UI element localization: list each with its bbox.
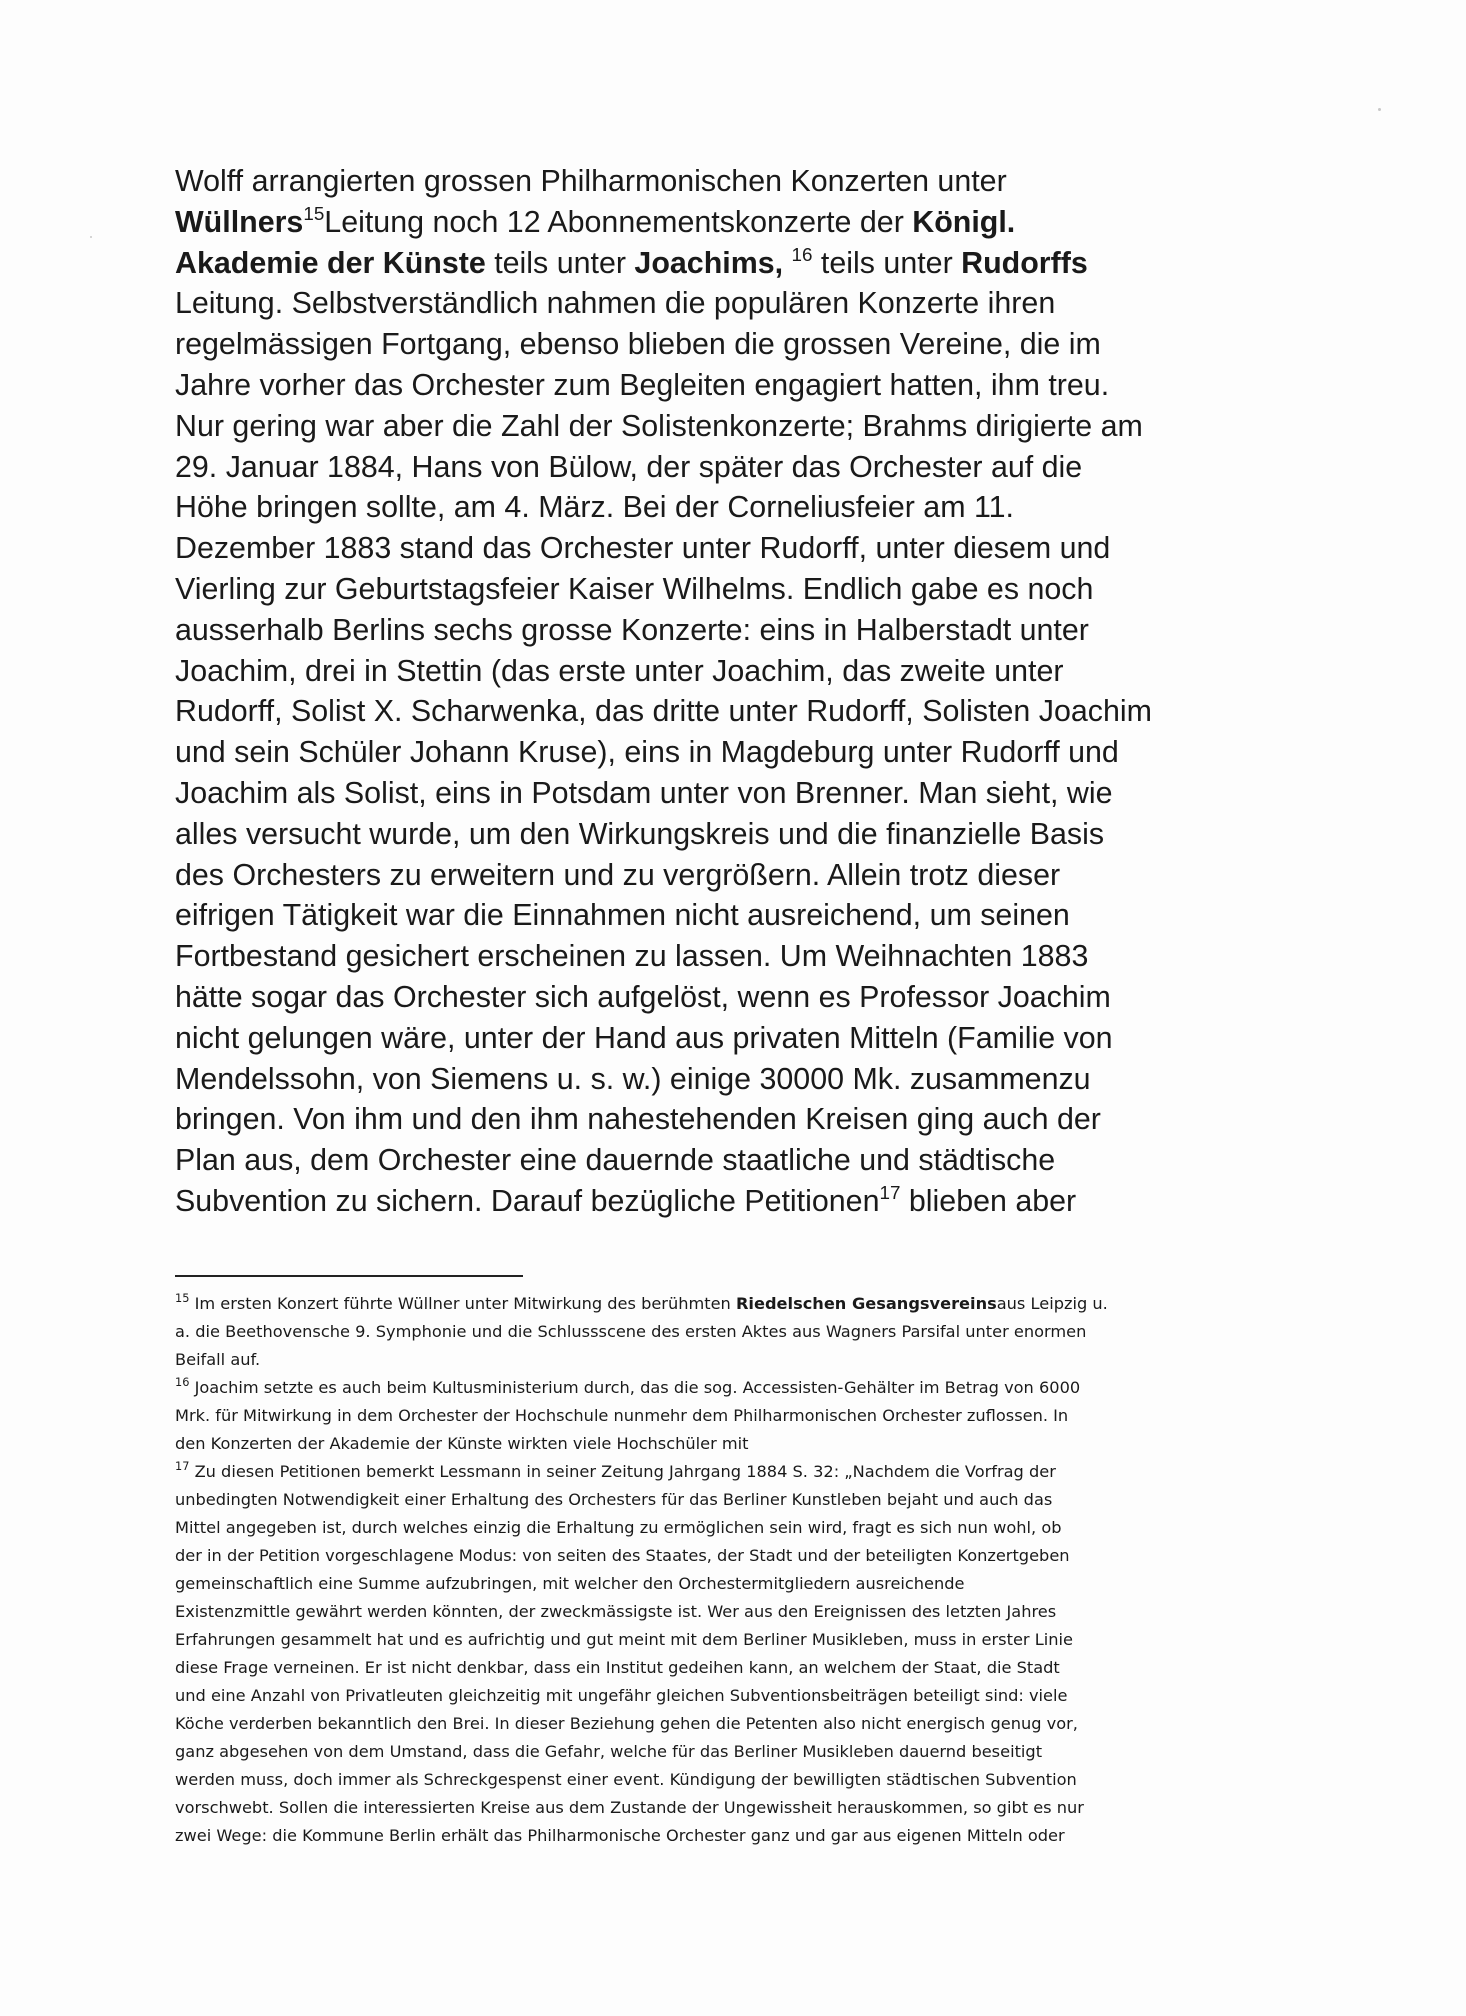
footnote-fragment: aus Leipzig u. [996, 1294, 1108, 1313]
body-line: Leitung. Selbstverständlich nahmen die populären Konzerte ihren [175, 286, 1056, 321]
body-fragment: blieben aber [900, 1183, 1077, 1218]
scan-speck [1378, 108, 1381, 111]
body-line: des Orchesters zu erweitern und zu vergrößern. Allein trotz dieser [175, 857, 1061, 892]
footnote-line: Köche verderben bekanntlich den Brei. In dieser Beziehung gehen die Petenten also nicht energisch genug vor, [175, 1714, 1078, 1733]
body-fragment: teils unter [485, 245, 635, 280]
footnote-line: und eine Anzahl von Privatleuten gleichzeitig mit ungefähr gleichen Subventionsbeiträgen beteiligt sind: viele [175, 1686, 1068, 1705]
body-line: Höhe bringen sollte, am 4. März. Bei der Corneliusfeier am 11. [175, 490, 1014, 525]
bold-name: Rudorffs [961, 245, 1088, 280]
body-line: Dezember 1883 stand das Orchester unter Rudorff, unter diesem und [175, 531, 1111, 566]
body-line [175, 1181, 1265, 1222]
body-line: bringen. Von ihm und den ihm nahestehenden Kreisen ging auch der [175, 1102, 1101, 1137]
footnote-17 [175, 1458, 1295, 1486]
body-line: Wolff arrangierten grossen Philharmonischen Konzerten unter [175, 164, 1007, 198]
footnote-line: den Konzerten der Akademie der Künste wirkten viele Hochschüler mit [175, 1434, 749, 1453]
body-fragment: Subvention zu sichern. Darauf bezügliche Petitionen [175, 1183, 880, 1218]
footnote-number: 17 [175, 1459, 190, 1474]
bold-name: Joachims, [634, 245, 784, 280]
footnote-line: vorschwebt. Sollen die interessierten Kreise aus dem Zustande der Ungewissheit herauskommen, so gibt es nur [175, 1798, 1084, 1817]
body-line: Fortbestand gesichert erscheinen zu lassen. Um Weihnachten 1883 [175, 939, 1089, 974]
footnote-number: 15 [175, 1291, 190, 1306]
body-line [175, 243, 1265, 284]
body-line: 29. Januar 1884, Hans von Bülow, der später das Orchester auf die [175, 449, 1083, 484]
footnote-line: Mittel angegeben ist, durch welches einzig die Erhaltung zu ermöglichen sein wird, fragt es sich nun wohl, ob [175, 1518, 1062, 1537]
footnote-line: Mrk. für Mitwirkung in dem Orchester der Hochschule nunmehr dem Philharmonischen Orchester zuflossen. In [175, 1406, 1069, 1425]
footnote-bold: Riedelschen Gesangsvereins [735, 1294, 997, 1313]
footnote-ref: 16 [791, 243, 813, 265]
body-line: alles versucht wurde, um den Wirkungskreis und die finanzielle Basis [175, 816, 1105, 851]
footnote-line: unbedingten Notwendigkeit einer Erhaltung des Orchesters für das Berliner Kunstleben bejaht und auch das [175, 1490, 1053, 1509]
footnote-separator [175, 1275, 523, 1277]
body-line: Nur gering war aber die Zahl der Solistenkonzerte; Brahms dirigierte am [175, 408, 1143, 443]
footnotes [175, 1290, 1295, 1850]
footnote-number: 16 [175, 1375, 190, 1390]
bold-name: Akademie der Künste [175, 245, 486, 280]
footnote-line: ganz abgesehen von dem Umstand, dass die Gefahr, welche für das Berliner Musikleben dauernd beseitigt [175, 1742, 1043, 1761]
body-line: Plan aus, dem Orchester eine dauernde staatliche und städtische [175, 1143, 1056, 1178]
body-line: ausserhalb Berlins sechs grosse Konzerte: eins in Halberstadt unter [175, 612, 1089, 647]
footnote-line: Erfahrungen gesammelt hat und es aufrichtig und gut meint mit dem Berliner Musikleben, muss in erster Linie [175, 1630, 1073, 1649]
body-line: Rudorff, Solist X. Scharwenka, das dritte unter Rudorff, Solisten Joachim [175, 694, 1152, 729]
footnote-line: a. die Beethovensche 9. Symphonie und die Schlussscene des ersten Aktes aus Wagners Parsifal unter enormen [175, 1322, 1087, 1341]
body-line: Joachim, drei in Stettin (das erste unter Joachim, das zweite unter [175, 653, 1064, 688]
footnote-fragment: Joachim setzte es auch beim Kultusministerium durch, das die sog. Accessisten-Gehälter im Betrag von 6000 [189, 1378, 1081, 1397]
footnote-line: der in der Petition vorgeschlagene Modus: von seiten des Staates, der Stadt und der beteiligten Konzertgeben [175, 1546, 1070, 1565]
body-line [175, 202, 1265, 243]
body-line: Jahre vorher das Orchester zum Begleiten engagiert hatten, ihm treu. [175, 367, 1110, 402]
footnote-ref: 17 [879, 1181, 901, 1203]
footnote-15 [175, 1290, 1295, 1318]
body-line: Vierling zur Geburtstagsfeier Kaiser Wilhelms. Endlich gabe es noch [175, 571, 1094, 606]
body-fragment: Leitung noch 12 Abonnementskonzerte der [324, 204, 913, 239]
body-text [175, 161, 1265, 1222]
footnote-line: gemeinschaftlich eine Summe aufzubringen, mit welcher den Orchestermitgliedern ausreichende [175, 1574, 965, 1593]
scan-speck [90, 236, 92, 238]
footnote-fragment: Zu diesen Petitionen bemerkt Lessmann in seiner Zeitung Jahrgang 1884 S. 32: „Nachdem die Vorfrag der [189, 1462, 1056, 1481]
footnote-line: Existenzmittle gewährt werden könnten, der zweckmässigste ist. Wer aus den Ereignissen des letzten Jahres [175, 1602, 1057, 1621]
footnote-line: werden muss, doch immer als Schreckgespenst einer event. Kündigung der bewilligten städtischen Subvention [175, 1770, 1077, 1789]
body-fragment: teils unter [812, 245, 962, 280]
footnote-fragment: Im ersten Konzert führte Wüllner unter Mitwirkung des berühmten [189, 1294, 736, 1313]
footnote-line: Beifall auf. [175, 1350, 261, 1369]
body-line: Joachim als Solist, eins in Potsdam unter von Brenner. Man sieht, wie [175, 775, 1113, 810]
footnote-line: zwei Wege: die Kommune Berlin erhält das Philharmonische Orchester ganz und gar aus eigenen Mitteln oder [175, 1826, 1065, 1845]
body-line: und sein Schüler Johann Kruse), eins in Magdeburg unter Rudorff und [175, 735, 1119, 770]
bold-name: Königl. [912, 204, 1016, 239]
bold-name: Wüllners [175, 204, 304, 239]
footnote-16 [175, 1374, 1295, 1402]
body-line: regelmässigen Fortgang, ebenso blieben die grossen Vereine, die im [175, 327, 1101, 362]
body-line: eifrigen Tätigkeit war die Einnahmen nicht ausreichend, um seinen [175, 898, 1070, 933]
body-line: nicht gelungen wäre, unter der Hand aus privaten Mitteln (Familie von [175, 1020, 1113, 1055]
footnote-line: diese Frage verneinen. Er ist nicht denkbar, dass ein Institut gedeihen kann, an welchem der Staat, die Stadt [175, 1658, 1060, 1677]
footnote-ref: 15 [303, 202, 325, 224]
body-line: hätte sogar das Orchester sich aufgelöst, wenn es Professor Joachim [175, 979, 1111, 1014]
body-line: Mendelssohn, von Siemens u. s. w.) einige 30000 Mk. zusammenzu [175, 1061, 1091, 1096]
